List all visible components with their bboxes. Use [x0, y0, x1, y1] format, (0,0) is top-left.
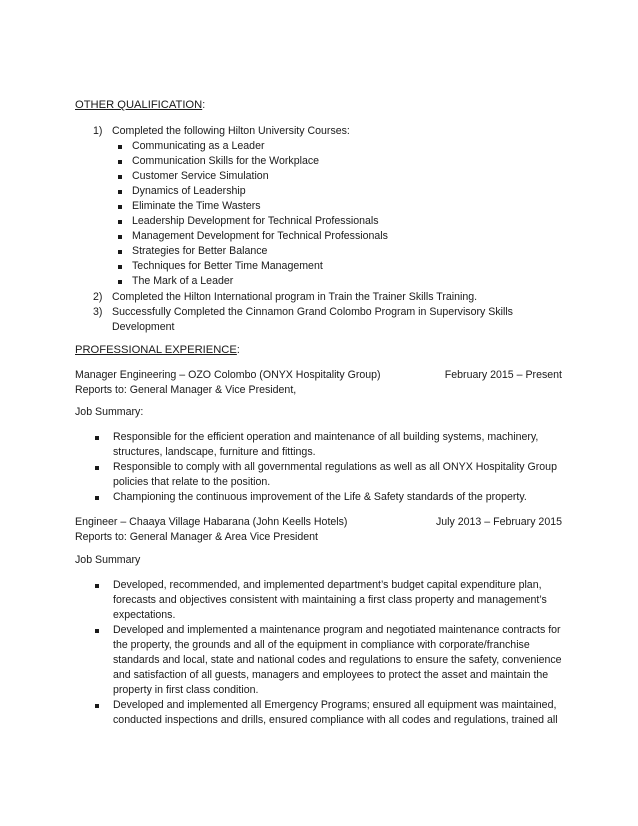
- job-bullet-line: conducted inspections and drills, ensured compliance with all codes and regulations, trained all: [113, 714, 558, 726]
- bullet-icon: [118, 280, 122, 284]
- course-item: Customer Service Simulation: [132, 170, 269, 182]
- list-number: 2): [93, 291, 103, 303]
- job-bullet-line: expectations.: [113, 609, 176, 621]
- course-item: Eliminate the Time Wasters: [132, 200, 261, 212]
- job-bullet-line: policies that relate to the position.: [113, 476, 271, 488]
- job-bullet-line: Developed, recommended, and implemented department’s budget capital expenditure plan,: [113, 579, 542, 591]
- heading-colon: :: [236, 344, 240, 356]
- bullet-icon: [95, 436, 99, 440]
- job-bullet-line: standards and local, state and national codes and regulations to ensure the safety, convenience: [113, 654, 562, 666]
- bullet-icon: [118, 190, 122, 194]
- job-bullet-line: property in first class condition.: [113, 684, 259, 696]
- course-item: Dynamics of Leadership: [132, 185, 246, 197]
- job-dates: July 2013 – February 2015: [435, 516, 562, 528]
- bullet-icon: [118, 235, 122, 239]
- course-item: Strategies for Better Balance: [132, 245, 268, 257]
- job-bullet-line: Responsible for the efficient operation and maintenance of all building systems, machinery,: [113, 431, 539, 443]
- course-item: Communicating as a Leader: [132, 140, 265, 152]
- course-item: Management Development for Technical Professionals: [132, 230, 388, 242]
- job-title: Manager Engineering – OZO Colombo (ONYX Hospitality Group): [75, 369, 381, 381]
- job-bullet-line: forecasts and objectives consistent with maintaining a first class property and management’s: [113, 594, 547, 606]
- bullet-icon: [118, 145, 122, 149]
- other-qualification-heading: OTHER QUALIFICATION: [75, 99, 203, 111]
- other-qualification-heading-wrap: [75, 98, 205, 113]
- job-summary-label: Job Summary: [75, 554, 141, 566]
- bullet-icon: [118, 160, 122, 164]
- job-dates: February 2015 – Present: [444, 369, 562, 381]
- heading-colon: :: [202, 99, 206, 111]
- job-title: Engineer – Chaaya Village Habarana (John Keells Hotels): [75, 516, 348, 528]
- bullet-icon: [118, 220, 122, 224]
- bullet-icon: [118, 265, 122, 269]
- bullet-icon: [118, 175, 122, 179]
- course-item: Communication Skills for the Workplace: [132, 155, 320, 167]
- course-item: The Mark of a Leader: [132, 275, 234, 287]
- professional-experience-heading-wrap: [75, 343, 240, 358]
- course-item: Leadership Development for Technical Professionals: [132, 215, 379, 227]
- job-bullet-line: Championing the continuous improvement of the Life & Safety standards of the property.: [113, 491, 527, 503]
- list-number: 1): [93, 125, 103, 137]
- bullet-icon: [95, 496, 99, 500]
- bullet-icon: [118, 205, 122, 209]
- job-bullet-line: Developed and implemented all Emergency Programs; ensured all equipment was maintained,: [113, 699, 557, 711]
- job-bullet-line: Developed and implemented a maintenance program and negotiated maintenance contracts for: [113, 624, 561, 636]
- bullet-icon: [95, 704, 99, 708]
- job-bullet-line: structures, landscape, furniture and fittings.: [113, 446, 316, 458]
- course-item: Techniques for Better Time Management: [132, 260, 323, 272]
- bullet-icon: [95, 584, 99, 588]
- job-bullet-line: Responsible to comply with all governmental regulations as well as all ONYX Hospitality Group: [113, 461, 557, 473]
- job-summary-label: Job Summary:: [75, 406, 144, 418]
- job-bullet-line: the property, the grounds and all of the equipment in compliance with corporate/franchise: [113, 639, 530, 651]
- qualification-item-text: Development: [112, 321, 175, 333]
- reports-to: Reports to: General Manager & Area Vice President: [75, 531, 319, 543]
- qualification-item-text: Completed the following Hilton University Courses:: [112, 125, 350, 137]
- bullet-icon: [95, 466, 99, 470]
- professional-experience-heading: PROFESSIONAL EXPERIENCE: [75, 344, 237, 356]
- reports-to: Reports to: General Manager & Vice President,: [75, 384, 297, 396]
- job-bullet-line: and satisfaction of all guests, managers and employees to protect the asset and maintain the: [113, 669, 549, 681]
- qualification-item-text: Successfully Completed the Cinnamon Grand Colombo Program in Supervisory Skills: [112, 306, 513, 318]
- bullet-icon: [95, 629, 99, 633]
- qualification-item-text: Completed the Hilton International program in Train the Trainer Skills Training.: [112, 291, 478, 303]
- bullet-icon: [118, 250, 122, 254]
- list-number: 3): [93, 306, 103, 318]
